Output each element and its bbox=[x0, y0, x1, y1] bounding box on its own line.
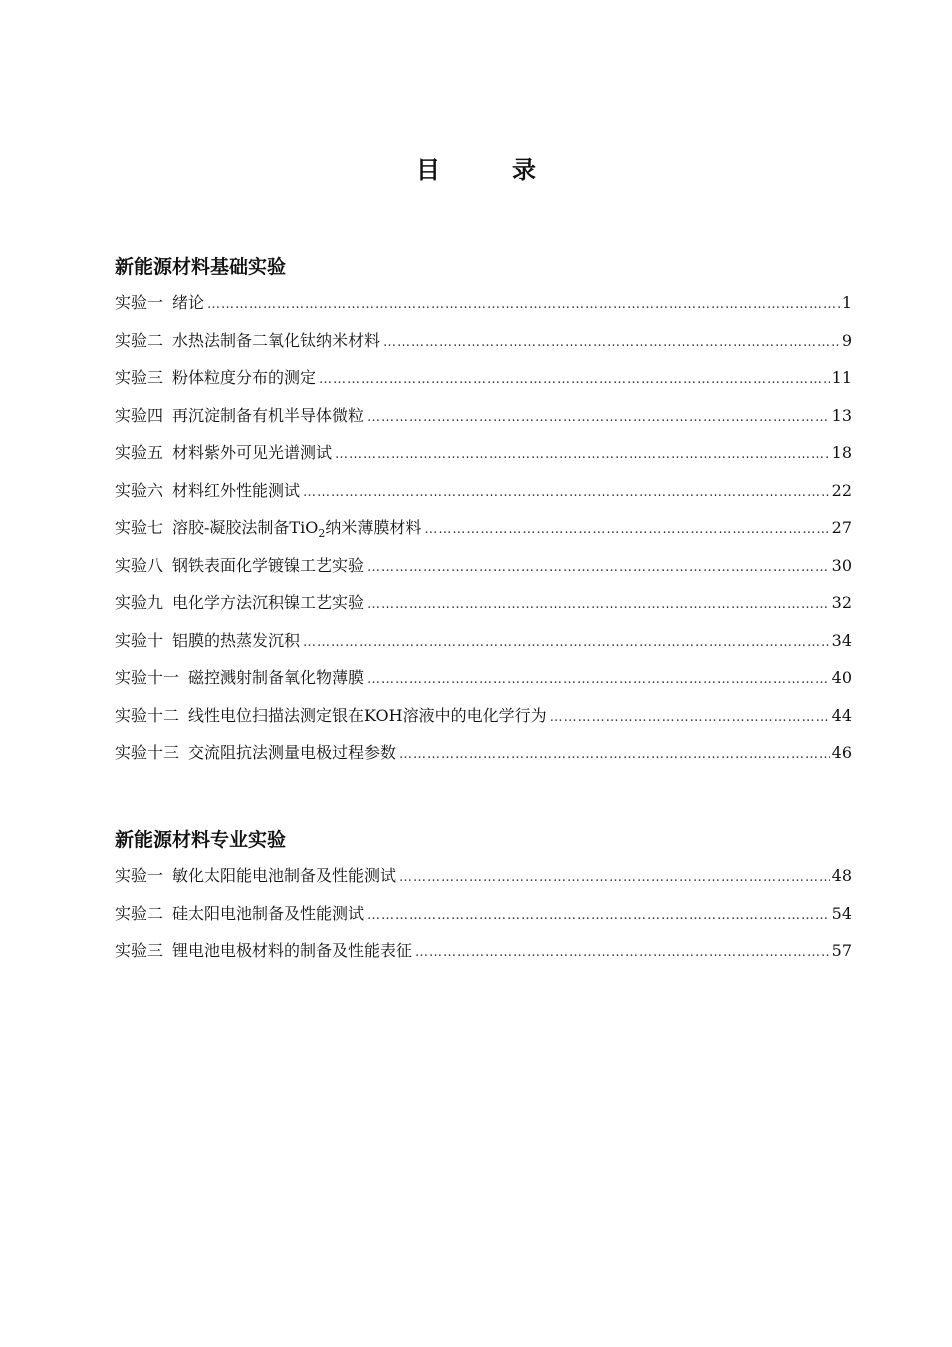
dot-leader bbox=[399, 867, 830, 889]
toc-entry[interactable] bbox=[115, 405, 852, 443]
toc-entry[interactable] bbox=[115, 555, 852, 593]
entry-number: 实验一 bbox=[115, 866, 164, 885]
entry-page-number: 1 bbox=[841, 293, 852, 312]
toc-entry[interactable] bbox=[115, 630, 852, 668]
entry-number: 实验三 bbox=[115, 368, 164, 387]
dot-leader bbox=[383, 332, 840, 354]
entry-page-number: 34 bbox=[831, 630, 852, 650]
entry-page-number: 40 bbox=[831, 668, 852, 687]
entry-page-number: 54 bbox=[831, 903, 852, 923]
toc-entry[interactable] bbox=[115, 330, 852, 368]
entry-page-number: 32 bbox=[831, 593, 852, 612]
toc-entry[interactable] bbox=[115, 903, 852, 941]
entry-title: 硅太阳电池制备及性能测试 bbox=[172, 903, 365, 923]
entry-number: 实验十一 bbox=[115, 668, 180, 687]
toc-entry[interactable] bbox=[115, 705, 852, 743]
entry-title: 铝膜的热蒸发沉积 bbox=[172, 630, 301, 650]
toc-entry[interactable] bbox=[115, 865, 852, 903]
dot-leader bbox=[550, 707, 830, 729]
entry-title: 绪论 bbox=[172, 293, 205, 312]
entry-title: 钢铁表面化学镀镍工艺实验 bbox=[172, 555, 365, 575]
toc-entry[interactable] bbox=[115, 480, 852, 518]
entry-number: 实验九 bbox=[115, 593, 164, 612]
toc-entry[interactable] bbox=[115, 742, 852, 780]
entry-title: 再沉淀制备有机半导体微粒 bbox=[172, 405, 365, 425]
entry-number: 实验六 bbox=[115, 480, 164, 500]
entry-page-number: 13 bbox=[831, 405, 852, 425]
entry-page-number: 11 bbox=[831, 368, 852, 387]
dot-leader bbox=[303, 482, 830, 504]
entry-title: 交流阻抗法测量电极过程参数 bbox=[188, 743, 397, 762]
entry-number: 实验一 bbox=[115, 293, 164, 312]
dot-leader bbox=[367, 594, 830, 616]
entry-number: 实验十三 bbox=[115, 743, 180, 762]
entry-page-number: 22 bbox=[831, 480, 852, 500]
entry-number: 实验三 bbox=[115, 941, 164, 960]
entry-title: 敏化太阳能电池制备及性能测试 bbox=[172, 866, 397, 885]
toc-entry[interactable] bbox=[115, 592, 852, 630]
entry-title: 材料红外性能测试 bbox=[172, 480, 301, 500]
entry-title-part: 溶胶-凝胶法制备TiO bbox=[172, 518, 319, 537]
toc-entry[interactable] bbox=[115, 667, 852, 705]
entry-page-number: 18 bbox=[831, 443, 852, 462]
page-title: 目 录 bbox=[416, 156, 560, 184]
entry-title: 水热法制备二氧化钛纳米材料 bbox=[172, 330, 381, 350]
toc-entry[interactable] bbox=[115, 292, 852, 330]
entry-title: 粉体粒度分布的测定 bbox=[172, 368, 317, 387]
entry-number: 实验七 bbox=[115, 518, 164, 537]
entry-number: 实验五 bbox=[115, 443, 164, 462]
dot-leader bbox=[207, 294, 840, 316]
entry-page-number: 48 bbox=[831, 866, 852, 885]
entry-page-number: 44 bbox=[831, 705, 852, 725]
toc-entry[interactable] bbox=[115, 442, 852, 480]
dot-leader bbox=[415, 942, 830, 964]
entry-page-number: 57 bbox=[831, 941, 852, 960]
entry-number: 实验八 bbox=[115, 555, 164, 575]
dot-leader bbox=[319, 369, 830, 391]
entry-page-number: 46 bbox=[831, 743, 852, 762]
dot-leader bbox=[335, 444, 830, 466]
dot-leader bbox=[424, 519, 829, 541]
dot-leader bbox=[303, 632, 830, 654]
toc-entry[interactable] bbox=[115, 940, 852, 978]
chemical-subscript: 2 bbox=[318, 527, 326, 541]
entry-title bbox=[172, 517, 421, 539]
dot-leader bbox=[367, 557, 830, 579]
entry-title: 材料紫外可见光谱测试 bbox=[172, 443, 333, 462]
toc-entry[interactable] bbox=[115, 367, 852, 405]
entry-page-number: 30 bbox=[831, 555, 852, 575]
toc-section-basic bbox=[115, 252, 852, 780]
dot-leader bbox=[399, 744, 830, 766]
entry-page-number: 27 bbox=[831, 518, 852, 537]
entry-title: 磁控溅射制备氧化物薄膜 bbox=[188, 668, 365, 687]
entry-page-number: 9 bbox=[841, 330, 852, 350]
section-heading: 新能源材料基础实验 bbox=[115, 256, 287, 278]
entry-number: 实验四 bbox=[115, 405, 164, 425]
dot-leader bbox=[367, 407, 830, 429]
entry-number: 实验十 bbox=[115, 630, 164, 650]
entry-title: 线性电位扫描法测定银在KOH溶液中的电化学行为 bbox=[188, 705, 547, 725]
toc-entry[interactable] bbox=[115, 517, 852, 555]
entry-title-part: 纳米薄膜材料 bbox=[325, 518, 422, 537]
entry-number: 实验二 bbox=[115, 330, 164, 350]
entry-number: 实验十二 bbox=[115, 705, 180, 725]
entry-title: 电化学方法沉积镍工艺实验 bbox=[172, 593, 365, 612]
section-heading: 新能源材料专业实验 bbox=[115, 829, 287, 851]
dot-leader bbox=[367, 669, 830, 691]
entry-title: 锂电池电极材料的制备及性能表征 bbox=[172, 941, 413, 960]
toc-section-professional bbox=[115, 825, 852, 978]
dot-leader bbox=[367, 905, 830, 927]
entry-number: 实验二 bbox=[115, 903, 164, 923]
